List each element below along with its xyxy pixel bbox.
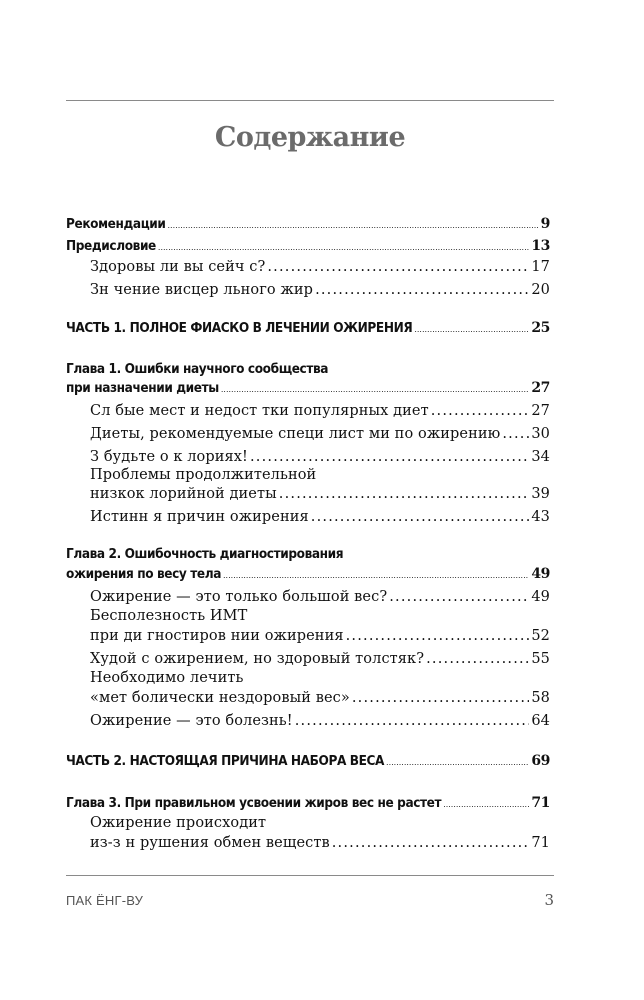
toc-entry-title: Ожирение — это только большой вес?: [90, 589, 388, 605]
toc-entry[interactable]: [90, 403, 550, 419]
dot-leader: [502, 426, 529, 442]
toc-entry-first-line: [90, 467, 550, 483]
dot-leader: [221, 385, 529, 394]
toc-entry-title: Истинн я причин ожирения: [90, 509, 309, 525]
toc-chapter-entry[interactable]: [66, 795, 550, 811]
toc-entry[interactable]: [90, 651, 550, 667]
toc-entry-title: ЧАСТЬ 1. ПОЛНОЕ ФИАСКО В ЛЕЧЕНИИ ОЖИРЕНИЯ: [66, 320, 413, 336]
toc-entry-page: 49: [531, 589, 550, 605]
dot-leader: [267, 259, 529, 275]
toc-entry-title: низкок лорийной диеты: [90, 486, 277, 502]
toc-entry-title: Необходимо лечить: [90, 670, 244, 686]
toc-entry[interactable]: [90, 449, 550, 465]
running-footer-author: ПАК ЁНГ-ВУ: [66, 893, 144, 908]
toc-entry-page: 52: [531, 628, 550, 644]
toc-entry-page: 13: [531, 238, 550, 254]
toc-entry-title: из-з н рушения обмен веществ: [90, 835, 330, 851]
dot-leader: [279, 486, 530, 502]
toc-entry-title: Глава 3. При правильном усвоении жиров вес не растет: [66, 795, 442, 811]
toc-entry[interactable]: [90, 282, 550, 298]
toc-entry-title: Проблемы продолжительной: [90, 467, 317, 483]
page-title: Содержание: [214, 122, 406, 153]
toc-entry-title: Ожирение — это болезнь!: [90, 713, 293, 729]
toc-entry-title: Диеты, рекомендуемые специ лист ми по ожирению: [90, 426, 501, 442]
dot-leader: [431, 403, 530, 419]
toc-entry[interactable]: [66, 238, 550, 254]
toc-entry-page: 71: [531, 835, 550, 851]
dot-leader: [414, 325, 529, 334]
page-number: 3: [544, 891, 554, 909]
toc-entry-page: 27: [531, 403, 550, 419]
toc-entry-page: 71: [531, 795, 550, 811]
dot-leader: [352, 690, 529, 706]
toc-entry-page: 20: [531, 282, 550, 298]
top-rule: [66, 100, 554, 101]
toc-entry-title: Ожирение происходит: [90, 815, 267, 831]
toc-entry-page: 43: [531, 509, 550, 525]
toc-entry[interactable]: [90, 835, 550, 851]
toc-entry[interactable]: [90, 509, 550, 525]
toc-entry-title: Здоровы ли вы сейч с?: [90, 259, 266, 275]
toc-part-heading[interactable]: [66, 320, 550, 336]
dot-leader: [168, 221, 539, 230]
toc-entry[interactable]: [90, 589, 550, 605]
dot-leader: [158, 243, 529, 252]
toc-entry-title: «мет болически нездоровый вес»: [90, 690, 350, 706]
toc-entry-title: Глава 2. Ошибочность диагностирования: [66, 546, 344, 562]
toc-entry-page: 9: [540, 216, 550, 232]
toc-entry-title: ЧАСТЬ 2. НАСТОЯЩАЯ ПРИЧИНА НАБОРА ВЕСА: [66, 753, 385, 769]
toc-entry-page: 39: [531, 486, 550, 502]
toc-entry[interactable]: [66, 216, 550, 232]
toc-entry-page: 64: [531, 713, 550, 729]
toc-part-heading[interactable]: [66, 753, 550, 769]
toc-entry-title: при назначении диеты: [66, 380, 219, 396]
toc-entry-title: Бесполезность ИМТ: [90, 608, 248, 624]
dot-leader: [346, 628, 530, 644]
toc-entry-page: 58: [531, 690, 550, 706]
toc-entry-title: Худой с ожирением, но здоровый толстяк?: [90, 651, 425, 667]
toc-entry-first-line: [90, 815, 550, 831]
toc-chapter-entry[interactable]: [66, 380, 550, 396]
toc-entry-page: 27: [531, 380, 550, 396]
dot-leader: [223, 571, 529, 580]
bottom-rule: [66, 875, 554, 876]
toc-entry-first-line: [90, 670, 550, 686]
toc-chapter-heading: [66, 361, 550, 377]
toc-entry-title: при ди гностиров нии ожирения: [90, 628, 344, 644]
dot-leader: [332, 835, 530, 851]
toc-entry-page: 30: [531, 426, 550, 442]
toc-entry-first-line: [90, 608, 550, 624]
toc-entry[interactable]: [90, 486, 550, 502]
toc-entry-title: ожирения по весу тела: [66, 566, 222, 582]
toc-entry-page: 34: [531, 449, 550, 465]
toc-entry[interactable]: [90, 690, 550, 706]
toc-entry[interactable]: [90, 713, 550, 729]
toc-entry[interactable]: [90, 628, 550, 644]
toc-entry-page: 55: [531, 651, 550, 667]
toc-chapter-heading: [66, 546, 550, 562]
toc-entry[interactable]: [90, 426, 550, 442]
dot-leader: [311, 509, 530, 525]
dot-leader: [386, 758, 529, 767]
toc-entry-title: Предисловие: [66, 238, 156, 254]
toc-chapter-entry[interactable]: [66, 566, 550, 582]
toc-entry-title: Сл бые мест и недост тки популярных диет: [90, 403, 429, 419]
dot-leader: [295, 713, 530, 729]
toc-entry-page: 17: [531, 259, 550, 275]
dot-leader: [315, 282, 529, 298]
dot-leader: [443, 800, 529, 809]
toc-entry-page: 69: [531, 753, 550, 769]
toc-entry-title: Глава 1. Ошибки научного сообщества: [66, 361, 329, 377]
toc-entry-page: 25: [531, 320, 550, 336]
toc-entry-title: Зн чение висцер льного жир: [90, 282, 314, 298]
dot-leader: [250, 449, 529, 465]
dot-leader: [426, 651, 529, 667]
toc-entry[interactable]: [90, 259, 550, 275]
toc-entry-page: 49: [531, 566, 550, 582]
dot-leader: [389, 589, 529, 605]
toc-entry-title: Рекомендации: [66, 216, 166, 232]
toc-entry-title: З будьте о к лориях!: [90, 449, 248, 465]
